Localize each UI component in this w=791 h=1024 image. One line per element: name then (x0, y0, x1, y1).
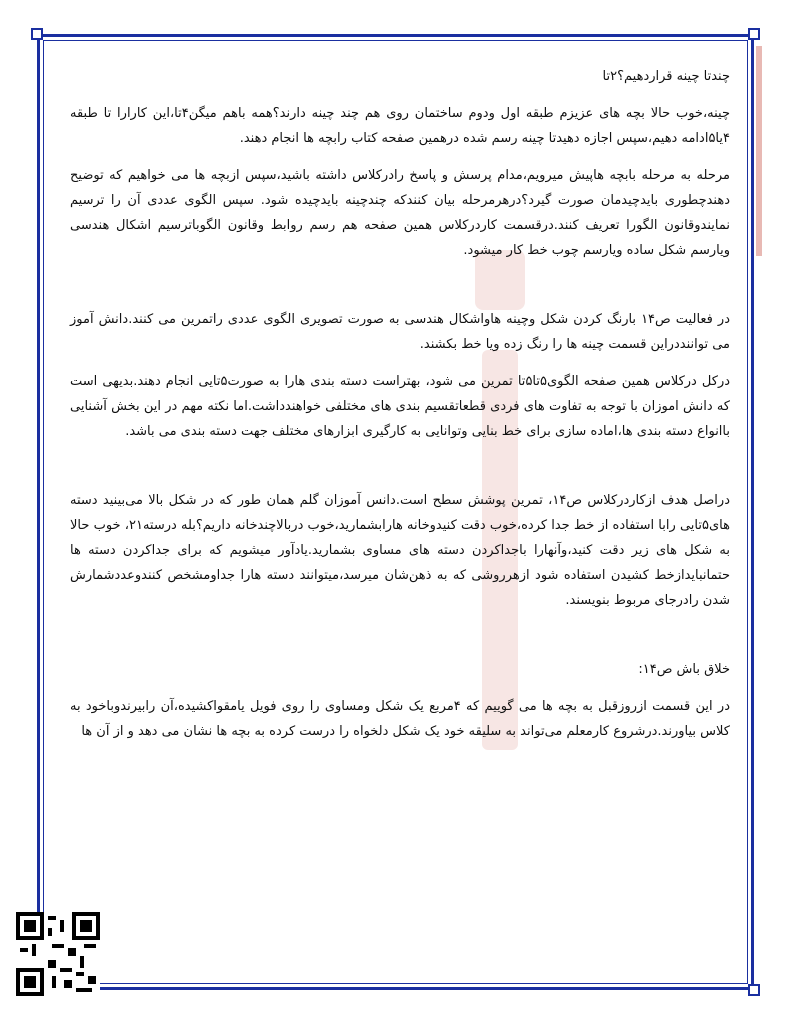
paragraph-1: چندتا چینه قراردهیم؟۲تا (602, 69, 730, 84)
paragraph-7: در این قسمت ازروزقبل به بچه ها می گوییم که ۴مربع یک شکل ومساوی را روی فویل یامقواکشیده،آن رابیرندوباخود به کلاس بیاورند.درشروع کارمعلم می‌تواند به سلیقه خود یک شکل دلخواه را درست کرده به بچه ها نشان می دهد و از آن ها (70, 699, 730, 739)
side-watermark (753, 46, 765, 256)
paragraph-3: مرحله به مرحله بابچه هاپیش میرویم،مدام پرسش و پاسخ رادرکلاس داشته باشید،سپس ازبچه ها می خواهیم که توضیح دهندچطوری بایدچیدمان صورت گیرد؟درهرمرحله بیان کنندکه چندچینه بایدچیده شود. سپس الگوی عددی آن را ترسیم نمایندوقانون الگورا تعریف کنند.درقسمت کاردرکلاس همین صفحه هم رسم روابط وقانون الگوباترسیم اشکال هندسی ویارسم شکل ساده ویارسم چوب خط کار میشود. (70, 168, 730, 258)
qr-code-icon (16, 912, 100, 996)
document-body (70, 64, 730, 744)
border-corner-bottom-right (748, 984, 760, 996)
border-corner-top-right (748, 28, 760, 40)
paragraph-4: در فعالیت ص۱۴ بارنگ کردن شکل وچینه هاواشکال هندسی به صورت تصویری الگوی عددی راتمرین می کنند.دانش آموز می تواننددراین قسمت چینه ها را رنگ زده ویا خط بکشند. (70, 312, 730, 352)
section-heading-creative: خلاق باش ص۱۴: (638, 662, 730, 677)
border-corner-top-left (31, 28, 43, 40)
paragraph-6: دراصل هدف ازکاردرکلاس ص۱۴، تمرین پوشش سطح است.دانس آموزان گلم همان طور که در شکل بالا می‌بینید دسته های۵تایی رابا استفاده از خط جدا کرده،خوب دقت کنیدوخانه هارابشمارید،خوب دربالاچندخانه داریم؟بله درسته۲۱، خوب حالا به شکل های زیر دقت کنید،وآنهارا باجداکردن دسته های مساوی بشمارید.یادآور میشویم که برای جداکردن دسته ها حتمانبایدازخط کشیدن استفاده شود ازهرروشی که به ذهن‌شان میرسد،میتوانند دسته هارا جداومشخص کنندوعددشمارش شدن رادرجای مربوط بنویسند. (70, 493, 730, 608)
paragraph-2: چینه،خوب حالا بچه های عزیزم طبقه اول ودوم ساختمان روی هم چند چینه دارند؟همه باهم میگن۴تا،این کارارا تا طبقه ۴یا۵ادامه دهیم،سپس اجازه دهیدتا چینه رسم شده درهمین صفحه کتاب رابچه ها انجام دهند. (70, 106, 730, 146)
paragraph-5: درکل درکلاس همین صفحه الگوی۵تا۵تا تمرین می شود، بهتراست دسته بندی هارا به صورت۵تایی انجام دهند.بدیهی است که دانش اموزان با توجه به تفاوت های فردی قطعاتقسیم بندی های مختلفی خواهندداشت.اما نکته مهم در این بخش آشنایی باانواع دسته بندی ها،اماده سازی برای خط بنایی وتوانایی به کارگیری ابزارهای مختلف جهت دسته بندی می باشد. (70, 374, 731, 439)
